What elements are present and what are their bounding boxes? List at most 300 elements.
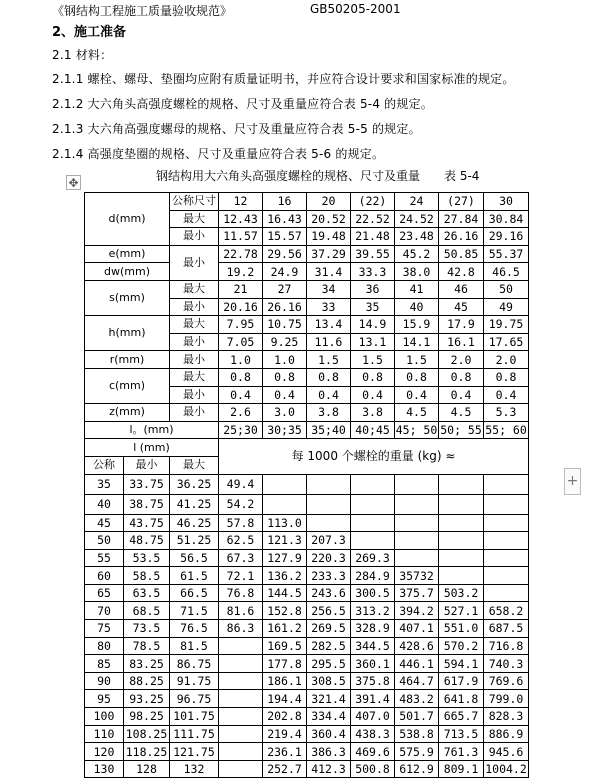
weight-cell: 76.5 (170, 620, 219, 638)
table-row (85, 672, 529, 690)
weight-cell: 110 (85, 725, 124, 743)
weight-cell: 121.3 (263, 532, 307, 550)
weight-cell: 53.5 (124, 549, 170, 567)
table-row (85, 351, 529, 369)
table-cell: 16.43 (263, 210, 307, 228)
weight-cell: 43.75 (124, 514, 170, 532)
weight-cell (219, 743, 263, 761)
weight-cell: 152.8 (263, 602, 307, 620)
weight-cell: 500.8 (351, 760, 395, 778)
weight-cell: 55 (85, 549, 124, 567)
weight-cell: 81.6 (219, 602, 263, 620)
weight-cell: 386.3 (307, 743, 351, 761)
weight-cell: 394.2 (395, 602, 439, 620)
table-cell: 0.8 (484, 368, 529, 386)
weight-cell: 713.5 (439, 725, 484, 743)
table-cell: 29.16 (484, 228, 529, 246)
table-cell: 0.4 (439, 386, 484, 404)
table-cell: 3.8 (307, 404, 351, 422)
table-cell: 11.57 (219, 228, 263, 246)
weight-cell: 86.3 (219, 620, 263, 638)
weight-cell: 464.7 (395, 672, 439, 690)
weight-cell: 132 (170, 760, 219, 778)
weight-cell: 73.5 (124, 620, 170, 638)
lo-value: 55; 60 (485, 423, 527, 438)
table-cell: 19.2 (219, 263, 263, 281)
weight-cell: 321.4 (307, 690, 351, 708)
table-row (85, 474, 529, 494)
weight-cell: 36.25 (170, 474, 219, 494)
weight-cell: 40 (85, 494, 124, 514)
weight-cell: 469.6 (351, 743, 395, 761)
weight-cell: 38.75 (124, 494, 170, 514)
weight-cell: 33.75 (124, 474, 170, 494)
table-cell: 0.4 (351, 386, 395, 404)
weight-cell: 57.8 (219, 514, 263, 532)
standard-code: GB50205-2001 (310, 2, 401, 16)
weight-cell: 72.1 (219, 567, 263, 585)
table-cell: 27.84 (439, 210, 484, 228)
table-cell: 13.4 (307, 316, 351, 334)
table-row (85, 280, 529, 298)
table-number: 表 5-4 (444, 169, 480, 183)
table-row (85, 532, 529, 550)
weight-cell (219, 637, 263, 655)
table-cell: 0.4 (263, 386, 307, 404)
table-row (85, 620, 529, 638)
weight-cell: 120 (85, 743, 124, 761)
table-cell: 26.16 (263, 298, 307, 316)
weight-cell: 95 (85, 690, 124, 708)
weight-cell: 100 (85, 708, 124, 726)
table-cell: 21 (219, 280, 263, 298)
table-cell: 30.84 (484, 210, 529, 228)
size-header: (27) (439, 193, 484, 211)
weight-cell: 886.9 (484, 725, 529, 743)
weight-cell: 438.3 (351, 725, 395, 743)
weight-cell: 446.1 (395, 655, 439, 673)
weight-cell: 501.7 (395, 708, 439, 726)
weight-cell: 375.7 (395, 584, 439, 602)
table-cell: 19.75 (484, 316, 529, 334)
size-header: 12 (219, 193, 263, 211)
table-cell: 1.5 (351, 351, 395, 369)
table-cell: 34 (307, 280, 351, 298)
weight-cell: 527.1 (439, 602, 484, 620)
weight-cell: 48.75 (124, 532, 170, 550)
weight-cell: 81.5 (170, 637, 219, 655)
nominal-short-label: 公称 (85, 456, 124, 474)
table-cell: 27 (263, 280, 307, 298)
weight-cell: 56.5 (170, 549, 219, 567)
weight-cell (439, 567, 484, 585)
weight-cell: 551.0 (439, 620, 484, 638)
weight-cell: 269.3 (351, 549, 395, 567)
table-cell: 38.0 (395, 263, 439, 281)
table-cell: 3.8 (351, 404, 395, 422)
table-cell: 0.4 (307, 386, 351, 404)
add-column-icon[interactable]: + (564, 468, 581, 495)
weight-cell (219, 708, 263, 726)
weight-cell: 71.5 (170, 602, 219, 620)
min-label: 最小 (124, 456, 170, 474)
table-cell: 15.57 (263, 228, 307, 246)
max-label: 最大 (170, 456, 219, 474)
weight-cell: 80 (85, 637, 124, 655)
weight-cell: 344.5 (351, 637, 395, 655)
table-row (85, 494, 529, 514)
weight-cell: 360.1 (351, 655, 395, 673)
weight-cell: 83.25 (124, 655, 170, 673)
lo-value: 40;45 (351, 421, 395, 439)
lo-value: 45; 50 (395, 423, 438, 438)
table-row (85, 567, 529, 585)
l-label: l (mm) (85, 439, 219, 457)
dim-label: c(mm) (85, 368, 170, 403)
weight-cell (263, 474, 307, 494)
min-label: 最小 (170, 228, 219, 246)
table-cell: 9.25 (263, 333, 307, 351)
move-handle-icon[interactable]: ✥ (66, 175, 81, 190)
weight-cell: 658.2 (484, 602, 529, 620)
weight-cell (351, 514, 395, 532)
dim-label: h(mm) (85, 316, 170, 351)
bolt-spec-table (84, 192, 529, 778)
dim-label: z(mm) (85, 404, 170, 422)
table-row (85, 549, 529, 567)
weight-cell: 945.6 (484, 743, 529, 761)
dim-label: d(mm) (85, 193, 170, 246)
size-header: 30 (484, 193, 529, 211)
weight-cell: 169.5 (263, 637, 307, 655)
weight-cell: 75 (85, 620, 124, 638)
table-row (85, 743, 529, 761)
weight-cell (484, 474, 529, 494)
weight-cell: 78.5 (124, 637, 170, 655)
paragraph-2-1-1: 2.1.1 螺栓、螺母、垫圈均应附有质量证明书，并应符合设计要求和国家标准的规定。 (52, 72, 515, 86)
weight-cell (484, 532, 529, 550)
weight-cell: 144.5 (263, 584, 307, 602)
weight-cell: 54.2 (219, 494, 263, 514)
table-cell: 2.6 (219, 404, 263, 422)
weight-cell: 88.25 (124, 672, 170, 690)
table-cell: 7.95 (219, 316, 263, 334)
table-cell: 33 (307, 298, 351, 316)
weight-cell: 60 (85, 567, 124, 585)
weight-cell: 45 (85, 514, 124, 532)
table-cell: 2.0 (439, 351, 484, 369)
table-row (85, 193, 529, 211)
weight-cell: 612.9 (395, 760, 439, 778)
table-caption (156, 167, 479, 184)
table-cell: 24.9 (263, 263, 307, 281)
table-cell: 20.16 (219, 298, 263, 316)
table-cell: 22.52 (351, 210, 395, 228)
table-row (85, 316, 529, 334)
weight-cell: 111.75 (170, 725, 219, 743)
size-header: (22) (351, 193, 395, 211)
table-cell: 42.8 (439, 263, 484, 281)
table-cell: 31.4 (307, 263, 351, 281)
weight-cell: 96.75 (170, 690, 219, 708)
table-cell: 45.2 (395, 245, 439, 263)
weight-cell: 594.1 (439, 655, 484, 673)
weight-cell: 575.9 (395, 743, 439, 761)
weight-cell: 716.8 (484, 637, 529, 655)
table-cell: 1.0 (263, 351, 307, 369)
table-cell: 33.3 (351, 263, 395, 281)
weight-cell: 101.75 (170, 708, 219, 726)
weight-cell (484, 494, 529, 514)
table-cell: 4.5 (439, 404, 484, 422)
weight-cell: 207.3 (307, 532, 351, 550)
weight-cell: 85 (85, 655, 124, 673)
weight-cell (395, 474, 439, 494)
weight-cell (307, 494, 351, 514)
weight-cell (484, 514, 529, 532)
weight-cell: 360.4 (307, 725, 351, 743)
table-cell: 12.43 (219, 210, 263, 228)
weight-cell: 186.1 (263, 672, 307, 690)
paragraph-2-1-4: 2.1.4 高强度垫圈的规格、尺寸及重量应符合表 5-6 的规定。 (52, 147, 385, 161)
weight-cell: 108.25 (124, 725, 170, 743)
weight-cell (395, 532, 439, 550)
weight-cell (484, 567, 529, 585)
weight-cell: 295.5 (307, 655, 351, 673)
max-label: 最大 (170, 280, 219, 298)
table-cell: 0.4 (219, 386, 263, 404)
weight-cell (263, 494, 307, 514)
table-cell: 0.8 (395, 368, 439, 386)
lo-value: 25;30 (219, 421, 263, 439)
table-cell: 14.1 (395, 333, 439, 351)
weight-cell (439, 549, 484, 567)
weight-cell: 49.4 (219, 474, 263, 494)
weight-cell: 799.0 (484, 690, 529, 708)
weight-cell: 177.8 (263, 655, 307, 673)
table-row (85, 602, 529, 620)
weight-cell: 269.5 (307, 620, 351, 638)
table-cell: 1.5 (307, 351, 351, 369)
weight-cell: 121.75 (170, 743, 219, 761)
weight-cell: 769.6 (484, 672, 529, 690)
lo-value: 35;40 (307, 421, 351, 439)
table-cell: 19.48 (307, 228, 351, 246)
weight-cell: 252.7 (263, 760, 307, 778)
dim-label: r(mm) (85, 351, 170, 369)
weight-cell: 256.5 (307, 602, 351, 620)
weight-cell (439, 474, 484, 494)
table-row (85, 439, 529, 457)
table-cell: 0.4 (395, 386, 439, 404)
paragraph-2-1: 2.1 材料： (52, 48, 113, 62)
table-cell: 55.37 (484, 245, 529, 263)
table-cell: 41 (395, 280, 439, 298)
weight-cell (219, 672, 263, 690)
weight-cell: 407.0 (351, 708, 395, 726)
weight-cell: 136.2 (263, 567, 307, 585)
standard-title: 《钢结构工程施工质量验收规范》 (52, 4, 233, 18)
weight-cell: 761.3 (439, 743, 484, 761)
table-cell: 46 (439, 280, 484, 298)
weight-cell (307, 514, 351, 532)
weight-cell: 328.9 (351, 620, 395, 638)
table-row (85, 584, 529, 602)
weight-cell: 86.75 (170, 655, 219, 673)
weight-cell: 62.5 (219, 532, 263, 550)
table-cell: 0.8 (307, 368, 351, 386)
weight-cell (439, 494, 484, 514)
weight-cell: 617.9 (439, 672, 484, 690)
weight-cell: 665.7 (439, 708, 484, 726)
table-row (85, 708, 529, 726)
table-row (85, 637, 529, 655)
weight-cell: 66.5 (170, 584, 219, 602)
table-cell: 0.8 (351, 368, 395, 386)
weight-cell: 483.2 (395, 690, 439, 708)
weight-cell: 412.3 (307, 760, 351, 778)
weight-cell: 194.4 (263, 690, 307, 708)
table-row (85, 368, 529, 386)
weight-cell: 65 (85, 584, 124, 602)
weight-cell: 313.2 (351, 602, 395, 620)
weight-cell (439, 514, 484, 532)
weight-cell: 219.4 (263, 725, 307, 743)
weight-cell: 113.0 (263, 514, 307, 532)
weight-cell: 282.5 (307, 637, 351, 655)
weight-cell: 407.1 (395, 620, 439, 638)
max-label: 最大 (170, 316, 219, 334)
table-cell: 46.5 (484, 263, 529, 281)
table-cell: 29.56 (263, 245, 307, 263)
weight-cell: 127.9 (263, 549, 307, 567)
dim-label: e(mm) (85, 245, 170, 263)
weight-cell: 128 (124, 760, 170, 778)
table-cell: 4.5 (395, 404, 439, 422)
table-caption-title: 钢结构用大六角头高强度螺栓的规格、尺寸及重量 (156, 169, 421, 183)
weight-cell: 284.9 (351, 567, 395, 585)
lo-value: 50; 55 (440, 423, 482, 438)
weight-cell: 375.8 (351, 672, 395, 690)
weight-cell: 35732 (395, 567, 439, 585)
weight-cell: 90 (85, 672, 124, 690)
nominal-size-label: 公称尺寸 (170, 193, 219, 211)
table-cell: 40 (395, 298, 439, 316)
table-cell: 24.52 (395, 210, 439, 228)
weight-cell: 118.25 (124, 743, 170, 761)
weight-cell: 50 (85, 532, 124, 550)
weight-label: 每 1000 个螺栓的重量 (kg) ≈ (219, 439, 529, 474)
table-cell: 22.78 (219, 245, 263, 263)
paragraph-2-1-3: 2.1.3 大六角高强度螺母的规格、尺寸及重量应符合表 5-5 的规定。 (52, 122, 421, 136)
table-cell: 13.1 (351, 333, 395, 351)
document-header (52, 2, 401, 19)
table-cell: 35 (351, 298, 395, 316)
table-cell: 0.8 (219, 368, 263, 386)
weight-cell: 93.25 (124, 690, 170, 708)
weight-cell: 67.3 (219, 549, 263, 567)
dim-label: s(mm) (85, 280, 170, 315)
dim-label: dw(mm) (85, 263, 170, 281)
weight-cell: 334.4 (307, 708, 351, 726)
table-cell: 16.1 (439, 333, 484, 351)
weight-cell (219, 690, 263, 708)
weight-cell: 202.8 (263, 708, 307, 726)
weight-cell: 740.3 (484, 655, 529, 673)
paragraph-2-1-2: 2.1.2 大六角头高强度螺栓的规格、尺寸及重量应符合表 5-4 的规定。 (52, 97, 433, 111)
table-cell: 26.16 (439, 228, 484, 246)
table-cell: 10.75 (263, 316, 307, 334)
table-cell: 50 (484, 280, 529, 298)
weight-cell: 236.1 (263, 743, 307, 761)
table-cell: 20.52 (307, 210, 351, 228)
table-cell: 7.05 (219, 333, 263, 351)
table-cell: 11.6 (307, 333, 351, 351)
lo-value: 30;35 (263, 421, 307, 439)
weight-cell (484, 549, 529, 567)
weight-cell: 243.6 (307, 584, 351, 602)
table-row (85, 690, 529, 708)
weight-cell (484, 584, 529, 602)
weight-cell (219, 760, 263, 778)
weight-cell: 503.2 (439, 584, 484, 602)
table-cell: 3.0 (263, 404, 307, 422)
table-cell: 45 (439, 298, 484, 316)
weight-cell: 46.25 (170, 514, 219, 532)
weight-cell: 391.4 (351, 690, 395, 708)
weight-cell (395, 494, 439, 514)
weight-cell: 41.25 (170, 494, 219, 514)
min-label: 最小 (170, 404, 219, 422)
table-row (85, 421, 529, 439)
table-cell: 0.8 (263, 368, 307, 386)
min-label: 最小 (170, 351, 219, 369)
weight-cell: 58.5 (124, 567, 170, 585)
table-cell: 21.48 (351, 228, 395, 246)
weight-cell: 220.3 (307, 549, 351, 567)
min-label: 最小 (170, 386, 219, 404)
weight-cell: 538.8 (395, 725, 439, 743)
weight-cell (395, 514, 439, 532)
size-header: 16 (263, 193, 307, 211)
table-cell: 1.5 (395, 351, 439, 369)
weight-cell: 51.25 (170, 532, 219, 550)
min-label: 最小 (170, 333, 219, 351)
table-cell: 39.55 (351, 245, 395, 263)
table-cell: 50.85 (439, 245, 484, 263)
min-label: 最小 (170, 245, 219, 280)
weight-cell: 828.3 (484, 708, 529, 726)
table-cell: 37.29 (307, 245, 351, 263)
weight-cell: 76.8 (219, 584, 263, 602)
size-header: 24 (395, 193, 439, 211)
weight-cell: 91.75 (170, 672, 219, 690)
weight-cell (307, 474, 351, 494)
table-cell: 17.65 (484, 333, 529, 351)
table-row (85, 514, 529, 532)
weight-cell: 428.6 (395, 637, 439, 655)
max-label: 最大 (170, 210, 219, 228)
weight-cell: 63.5 (124, 584, 170, 602)
table-cell: 2.0 (484, 351, 529, 369)
table-cell: 15.9 (395, 316, 439, 334)
weight-cell: 233.3 (307, 567, 351, 585)
table-cell: 23.48 (395, 228, 439, 246)
table-row (85, 404, 529, 422)
weight-cell (351, 532, 395, 550)
max-label: 最大 (170, 368, 219, 386)
weight-cell: 641.8 (439, 690, 484, 708)
